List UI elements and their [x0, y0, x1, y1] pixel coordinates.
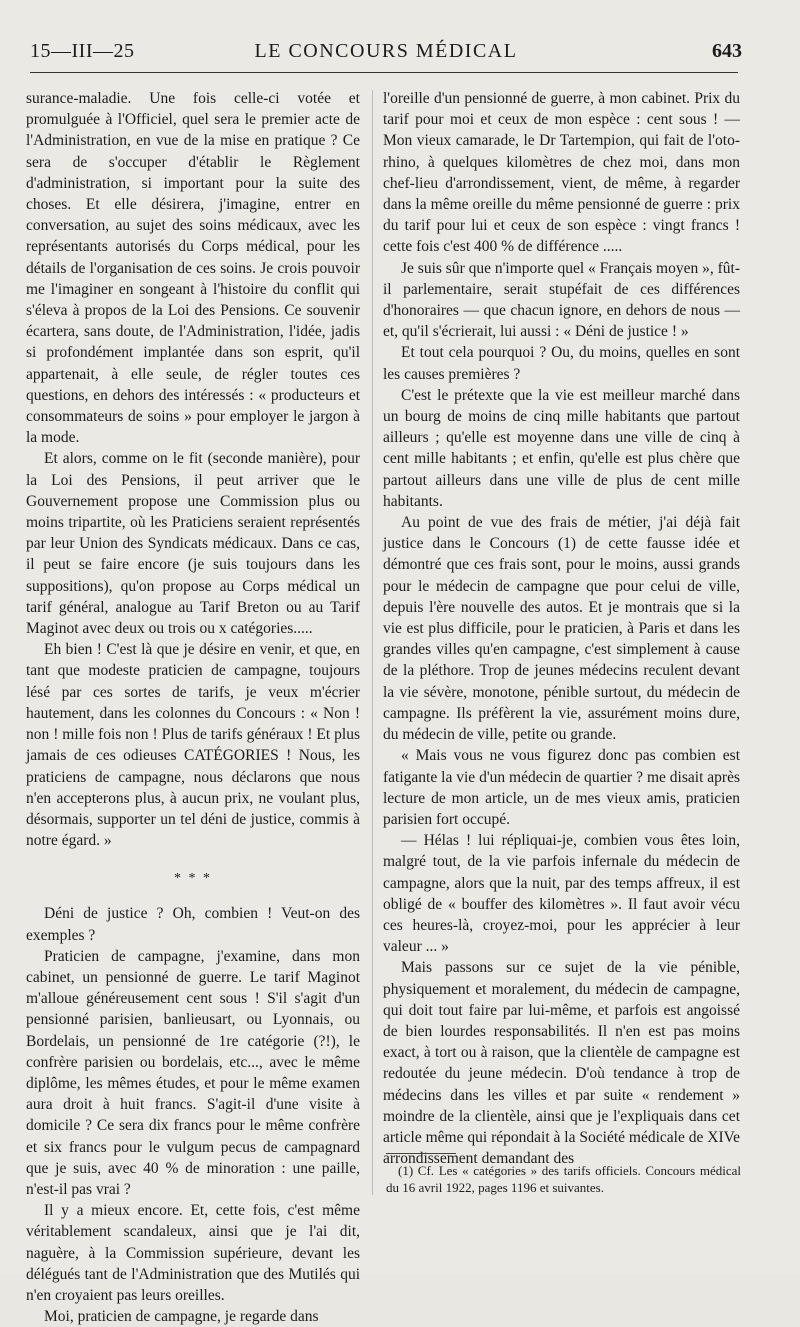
journal-title: LE CONCOURS MÉDICAL	[254, 40, 518, 62]
paragraph: Eh bien ! C'est là que je désire en venir, et que, en tant que modeste praticien de campagne, toujours lésé par ces sortes de tarifs, je veux m'écrier hautement, dans les colonnes du Concours : « Non ! non ! mille fois non ! Plus de tarifs généraux ! Et plus jamais de ces odieuses CATÉGORIES ! Nous, les praticiens de campagne, nous déclarons que nous n'en accepterons plus, à aucun prix, ne voulant plus, désormais, supporter un tel déni de justice, commis à notre égard. »	[26, 641, 360, 850]
left-column	[26, 88, 360, 1326]
paragraph: Déni de justice ? Oh, combien ! Veut-on des exemples ?	[26, 905, 360, 944]
column-divider	[372, 90, 373, 1195]
running-header	[30, 38, 742, 68]
paragraph: l'oreille d'un pensionné de guerre, à mon cabinet. Prix du tarif pour moi et ceux de mon espèce : cent sous ! — Mon vieux camarade, le Dr Tartempion, qui fait de l'oto-rhino, à quelques kilomètres de chez moi, dans mon chef-lieu d'arrondissement, vient, de même, à regarder dans la même oreille du même pensionné de guerre : prix du tarif pour lui et ceux de son espèce : vingt francs ! cette fois c'est 400 % de différence .....	[383, 90, 740, 256]
paragraph: Mais passons sur ce sujet de la vie pénible, physiquement et moralement, du médecin de campagne, qui doit tout faire par lui-même, et parfois est angoissé de bien lourdes responsabilités. Il n'en est pas moins exact, à tort ou à raison, que la clientèle de campagne est redoutée du jeune médecin. D'où tendance à trop de médecins dans les villes et par suite « rendement » moindre de la clientèle, ainsi que je l'expliquais dans cet article même qui répondait à la Société médicale de XIVe arrondissement demandant des	[383, 959, 740, 1168]
paragraph: Je suis sûr que n'importe quel « Français moyen », fût-il parlementaire, serait stupéfait de ces différences d'honoraires — que chacun ignore, en dehors de nous — et, qu'il s'écrierait, lui aussi : « Déni de justice ! »	[383, 259, 740, 341]
footnote-rule	[386, 1153, 456, 1154]
page-number: 643	[712, 40, 742, 62]
paragraph: Et alors, comme on le fit (seconde manière), pour la Loi des Pensions, il peut arriver que le Gouvernement propose une Commission plus ou moins tripartite, où les Praticiens seraient représentés par leur Union des Syndicats médicaux. Dans ce cas, il peut se faire encore (je suis toujours dans les suppositions), qu'on propose au Corps médical un tarif général, analogue au Tarif Breton ou au Tarif Maginot avec deux ou trois ou x catégories.....	[26, 450, 360, 638]
section-asterism: * * *	[174, 871, 212, 887]
paragraph: Praticien de campagne, j'examine, dans mon cabinet, un pensionné de guerre. Le tarif Maginot m'alloue généreusement cent sous ! S'il s'agit d'un pensionné parisien, banlieusart, ou Lyonnais, ou Bordelais, un pensionné de 1re catégorie (?!), le confrère parisien ou bordelais, etc..., avec le même diplôme, les mêmes études, et pour le même examen aura droit à huit francs. S'agit-il d'une visite à domicile ? Ce sera dix francs pour le même confrère et six francs pour le vulgum pecus de campagnard que je suis, avec 40 % de minoration : une paille, n'est-il pas vrai ?	[26, 947, 360, 1198]
paragraph: Moi, praticien de campagne, je regarde dans	[44, 1308, 319, 1326]
paragraph: Et tout cela pourquoi ? Ou, du moins, quelles en sont les causes premières ?	[383, 344, 740, 383]
footnote	[386, 1162, 741, 1196]
paragraph: « Mais vous ne vous figurez donc pas combien est fatigante la vie d'un médecin de quartier ? me disait après lecture de mon article, un de mes vieux amis, praticien parisien fort occupé.	[383, 747, 740, 828]
paragraph: C'est le prétexte que la vie est meilleur marché dans un bourg de moins de cinq mille habitants que partout ailleurs ; qu'elle est moyenne dans une ville de cinq à cent mille habitants ; et enfin, qu'elle est plus chère que partout ailleurs dans une ville de plus de cent mille habitants.	[383, 386, 740, 510]
paragraph: surance-maladie. Une fois celle-ci votée et promulguée à l'Officiel, quel sera le premier acte de l'Administration, en vue de la mise en pratique ? Ce sera de s'occuper d'établir le Règlement d'administration, si important pour la suite des choses. Et elle désirera, j'imagine, entrer en conversation, au sujet des soins médicaux, avec les représentants autorisés du Corps médical, pour les détails de l'organisation de ces soins. Je crois pouvoir me l'imaginer en songeant à l'histoire du conflit qui s'éleva à propos de la Loi des Pensions. Ce souvenir écartera, sans doute, de l'Administration, l'idée, jadis si profondément implantée dans son esprit, qu'il appartenait, à elle seule, de régler toutes ces questions, en dehors des intéressés : « producteurs et consommateurs de soins » pour employer le jargon à la mode.	[26, 90, 360, 447]
header-rule	[30, 72, 738, 73]
paragraph: — Hélas ! lui répliquai-je, combien vous êtes loin, malgré tout, de la vie parfois infernale du médecin de campagne, alors que la nuit, par des temps affreux, il est obligé de « bouffer des kilomètres ». Il faut avoir vécu ces heures-là, croyez-moi, pour les apprécier à leur valeur ... »	[383, 832, 740, 956]
footnote-text: (1) Cf. Les « catégories » des tarifs officiels. Concours médical du 16 avril 1922, pages 1196 et suivantes.	[386, 1163, 741, 1195]
paragraph: Au point de vue des frais de métier, j'ai déjà fait justice dans le Concours (1) de cette fausse idée et démontré que ces frais sont, pour le moins, aussi grands pour le médecin de campagne que pour celui de ville, depuis l'ère nouvelle des autos. Et je montrais que si la vie est plus difficile, pour le praticien, à Paris et dans les grandes villes qu'en campagne, c'est simplement à cause de la pléthore. Trop de jeunes médecins reculent devant la vie sévère, monotone, pénible surtout, du médecin de campagne. Ils préfèrent la vie, assurément moins dure, du médecin de ville, petite ou grande.	[383, 514, 740, 744]
paragraph: Il y a mieux encore. Et, cette fois, c'est même véritablement scandaleux, ainsi que je l'ai dit, naguère, à la Commission supérieure, devant les délégués tant de l'Administration que des Mutilés qui n'en croyaient pas leurs oreilles.	[26, 1202, 360, 1304]
right-column	[383, 88, 740, 1168]
issue-date: 15—III—25	[30, 40, 135, 62]
